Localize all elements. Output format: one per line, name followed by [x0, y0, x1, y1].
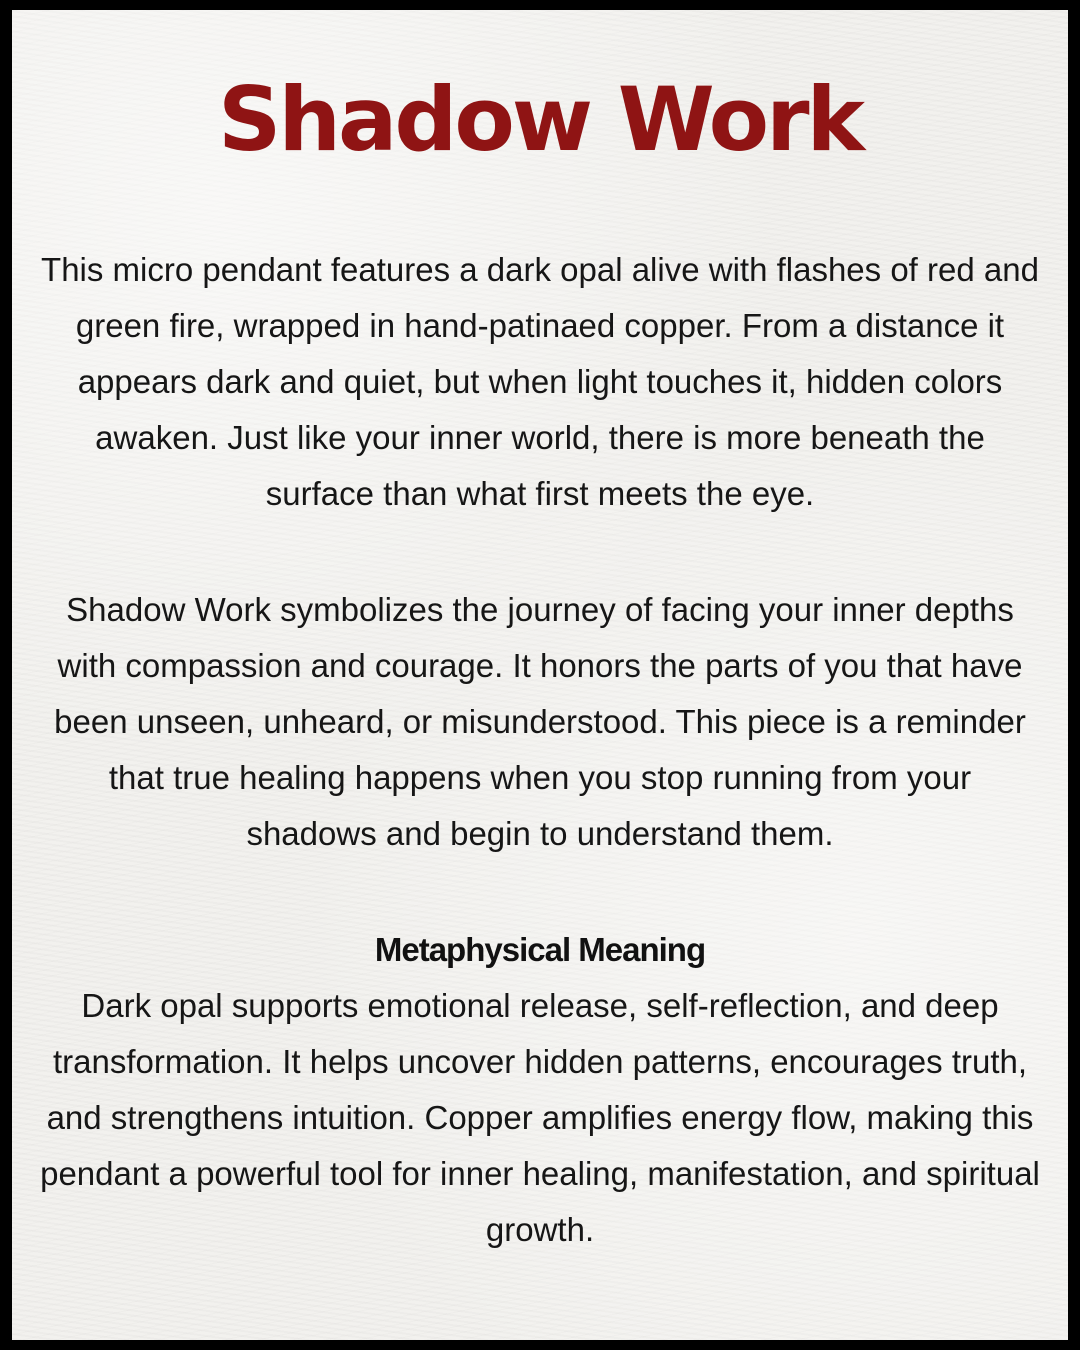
paper-card: [12, 10, 1068, 1340]
page-title: Shadow Work: [217, 68, 863, 171]
symbolism-paragraph: Shadow Work symbolizes the journey of facing your inner depths with compassion and courage. It honors the parts of you that have been unseen, unheard, or misunderstood. This piece is a reminder that true healing happens when you stop running from your shadows and begin to understand them.: [54, 591, 1026, 852]
metaphysical-paragraph: Dark opal supports emotional release, self-reflection, and deep transformation. It helps uncover hidden patterns, encourages truth, and strengthens intuition. Copper amplifies energy flow, making this pendant a powerful tool for inner healing, manifestation, and spiritual growth.: [40, 987, 1040, 1248]
metaphysical-heading: Metaphysical Meaning: [374, 931, 706, 968]
description-paragraph: This micro pendant features a dark opal alive with flashes of red and green fire, wrapped in hand-patinaed copper. From a distance it appears dark and quiet, but when light touches it, hidden colors awaken. Just like your inner world, there is more beneath the surface than what first meets the eye.: [41, 251, 1039, 512]
